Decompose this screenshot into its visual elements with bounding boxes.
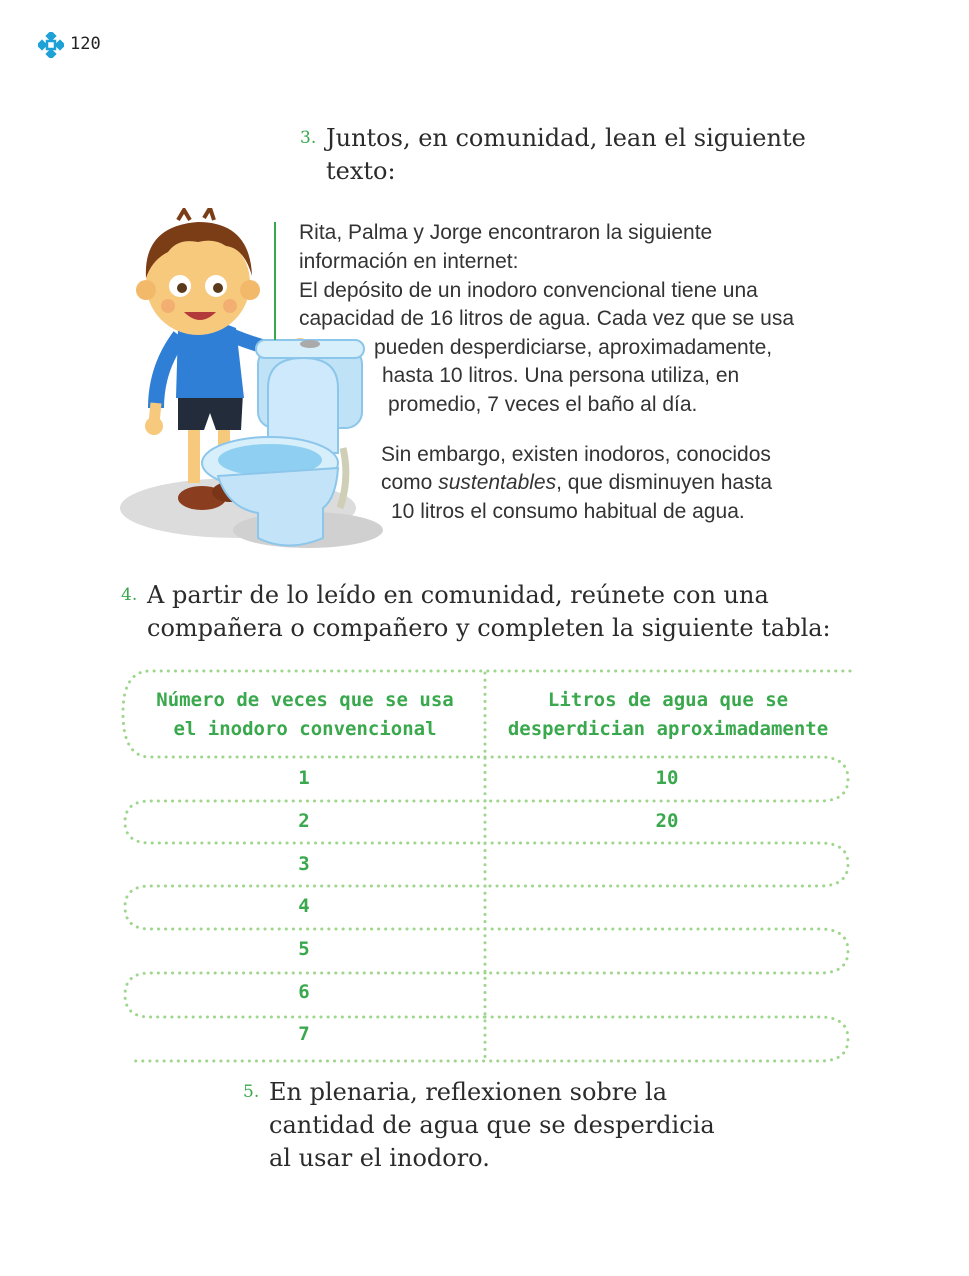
step-3 [300, 122, 806, 188]
step-5-line-2: cantidad de agua que se desperdicia [269, 1111, 715, 1139]
step-3-number: 3. [300, 128, 317, 148]
table-row-1-liters: 10 [655, 767, 679, 789]
table-row-1-uses: 1 [298, 767, 310, 789]
reading-p2-line-2 [381, 469, 772, 498]
table-row-2-uses: 2 [298, 810, 310, 832]
reading-p2-line-3: 10 litros el consumo habitual de agua. [391, 500, 745, 523]
step-4 [121, 579, 831, 645]
water-waste-table [120, 668, 852, 1068]
table-row-3-uses: 3 [298, 853, 310, 875]
step-5-line-3: al usar el inodoro. [269, 1144, 490, 1172]
column-header-uses [130, 686, 480, 744]
reading-line-1: Rita, Palma y Jorge encontraron la siguiente [299, 221, 713, 244]
table-row-4-uses: 4 [298, 895, 310, 917]
reading-accent-bar [274, 222, 276, 340]
step-4-line-1: A partir de lo leído en comunidad, reúnete con una [147, 581, 769, 609]
reading-p2-pre: como [381, 471, 439, 494]
reading-line-5: pueden desperdiciarse, aproximadamente, [374, 336, 773, 359]
step-4-line-2: compañera o compañero y completen la siguiente tabla: [147, 614, 831, 642]
column-header-uses-line-2: el inodoro convencional [173, 718, 437, 740]
step-5 [243, 1076, 715, 1175]
column-header-uses-line-1: Número de veces que se usa [156, 689, 454, 711]
reading-line-7: promedio, 7 veces el baño al día. [388, 393, 698, 416]
step-5-number: 5. [243, 1082, 260, 1102]
step-5-line-1: En plenaria, reflexionen sobre la [269, 1078, 668, 1106]
flower-logo-icon [38, 32, 64, 58]
reading-line-3: El depósito de un inodoro convencional tiene una [299, 279, 758, 302]
column-header-liters [492, 686, 844, 744]
reading-p2-post: , que disminuyen hasta [556, 471, 773, 494]
reading-p2-line-1: Sin embargo, existen inodoros, conocidos [381, 443, 771, 466]
reading-line-6: hasta 10 litros. Una persona utiliza, en [382, 364, 740, 387]
table-row-6-uses: 6 [298, 981, 310, 1003]
column-header-liters-line-1: Litros de agua que se [547, 689, 789, 711]
reading-line-4: capacidad de 16 litros de agua. Cada vez que se usa [299, 307, 795, 330]
reading-line-2: información en internet: [299, 250, 519, 273]
step-4-number: 4. [121, 585, 138, 605]
table-row-2-liters: 20 [655, 810, 679, 832]
column-header-liters-line-2: desperdician aproximadamente [507, 718, 829, 740]
step-3-line-1: Juntos, en comunidad, lean el siguiente [326, 124, 806, 152]
page-number: 120 [70, 34, 101, 54]
table-row-7-uses: 7 [298, 1023, 310, 1045]
table-row-5-uses: 5 [298, 938, 310, 960]
step-3-line-2: texto: [326, 157, 396, 185]
reading-p2-emphasis: sustentables [438, 471, 557, 494]
